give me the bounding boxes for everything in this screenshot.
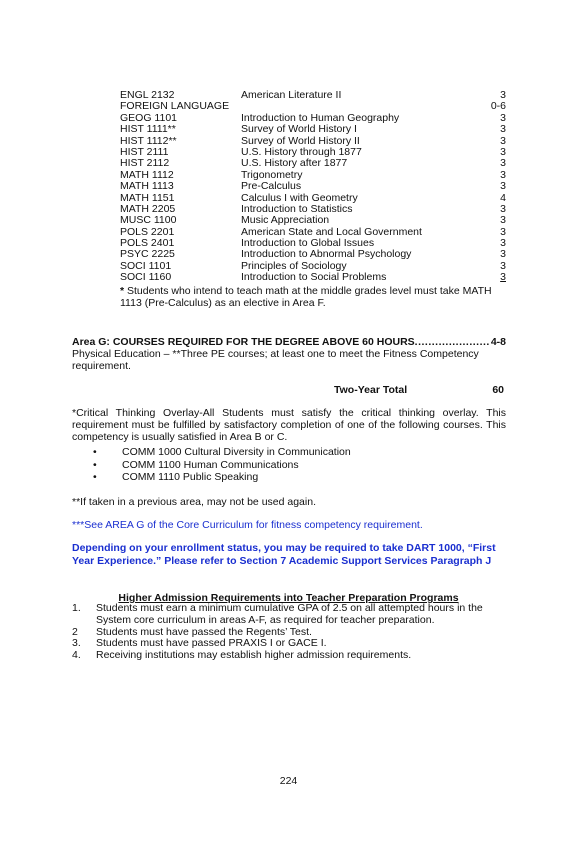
course-hours: 3 [500, 134, 506, 147]
course-code: POLS 2401 [120, 237, 175, 250]
comm-course-list [93, 446, 351, 484]
course-hours: 3 [500, 123, 506, 136]
course-hours: 3 [500, 271, 506, 284]
course-title: American Literature II [241, 89, 342, 101]
course-code: HIST 1111** [120, 123, 176, 136]
area-g-section [72, 336, 506, 372]
dart-1000-note: Depending on your enrollment status, you may be required to take DART 1000, “First Year Experience.” Please refer to Section 7 Academic Support Services Paragraph J [72, 542, 496, 567]
course-title: Introduction to Social Problems [241, 271, 387, 284]
course-hours: 3 [500, 202, 506, 215]
course-hours: 3 [500, 180, 506, 193]
course-hours: 3 [500, 214, 506, 227]
course-hours: 4 [500, 191, 506, 204]
fitness-competency-note: ***See AREA G of the Core Curriculum for fitness competency requirement. [72, 519, 423, 531]
item-number: 2 [72, 625, 78, 638]
course-hours: 3 [500, 237, 506, 250]
list-item: • COMM 1100 Human Communications [93, 459, 351, 472]
area-g-hours: 4-8 [490, 336, 506, 348]
course-hours: 3 [500, 248, 506, 261]
course-list [120, 90, 506, 309]
item-number: 4. [72, 649, 81, 662]
course-code: MATH 1112 [120, 168, 174, 181]
course-code: HIST 2111 [120, 145, 169, 158]
course-title: Principles of Sociology [241, 259, 347, 272]
course-title: Music Appreciation [241, 214, 330, 227]
course-title: American State and Local Government [241, 225, 422, 238]
note-text: Students who intend to teach math at the middle grades level must take MATH 1113 (Pre-Calculus) as an elective in Area F. [120, 284, 492, 309]
item-number: 3. [72, 637, 81, 650]
course-title: Introduction to Statistics [241, 202, 353, 215]
admission-requirements-list [72, 603, 506, 662]
course-code: SOCI 1160 [120, 271, 172, 284]
course-hours: 3 [500, 145, 506, 158]
course-code: GEOG 1101 [120, 111, 178, 124]
two-year-total-value: 60 [492, 384, 504, 396]
course-code: HIST 1112** [120, 134, 177, 147]
list-item: • COMM 1000 Cultural Diversity in Communication [93, 446, 351, 459]
course-row [120, 158, 506, 169]
course-title: Introduction to Human Geography [241, 111, 400, 124]
course-code: MATH 2205 [120, 202, 176, 215]
two-year-total-label: Two-Year Total [334, 384, 408, 396]
area-g-heading [72, 336, 506, 348]
list-item: • COMM 1110 Public Speaking [93, 471, 351, 484]
course-hours: 3 [500, 259, 506, 272]
item-number: 1. [72, 602, 81, 614]
course-row [120, 272, 506, 283]
course-code: SOCI 1101 [120, 259, 172, 272]
course-row [120, 170, 506, 181]
previous-area-note: **If taken in a previous area, may not be used again. [72, 496, 316, 508]
course-code: HIST 2112 [120, 157, 170, 170]
note-asterisk: * [120, 284, 125, 297]
math-elective-note [120, 285, 506, 309]
course-title: Introduction to Global Issues [241, 237, 375, 250]
area-g-dot-leader: ...................... [414, 336, 490, 348]
course-row [120, 215, 506, 226]
course-title: Pre-Calculus [241, 180, 302, 193]
course-code: MATH 1113 [120, 180, 174, 193]
course-title: U.S. History after 1877 [241, 157, 348, 170]
course-hours: 0-6 [490, 100, 506, 113]
page-number: 224 [279, 775, 298, 787]
item-text: Receiving institutions may establish higher admission requirements. [96, 649, 412, 662]
course-hours: 3 [500, 111, 506, 124]
item-text: Students must have passed the Regents’ Test. [96, 625, 312, 638]
course-title: Trigonometry [241, 168, 303, 181]
course-code: MUSC 1100 [120, 214, 177, 227]
course-row [120, 124, 506, 135]
course-hours: 3 [500, 157, 506, 170]
course-code: MATH 1151 [120, 191, 175, 204]
item-text: Students must have passed PRAXIS I or GACE I. [96, 637, 327, 650]
course-code: FOREIGN LANGUAGE [120, 100, 230, 113]
course-hours: 3 [500, 89, 506, 101]
course-code: ENGL 2132 [120, 89, 175, 101]
course-title: Introduction to Abnormal Psychology [241, 248, 412, 261]
course-title: Calculus I with Geometry [241, 191, 358, 204]
critical-thinking-note: *Critical Thinking Overlay-All Students must satisfy the critical thinking overlay. This requirement must be fulfilled by satisfactory completion of one of the following courses. This competency is usually satisfied in Area B or C. [72, 407, 506, 443]
course-hours: 3 [500, 168, 506, 181]
item-text: Students must earn a minimum cumulative GPA of 2.5 on all attempted hours in the System core curriculum in areas A-F, as required for teacher preparation. [96, 602, 483, 626]
course-row [120, 181, 506, 192]
course-hours: 3 [500, 225, 506, 238]
area-g-description: Physical Education – **Three PE courses; at least one to meet the Fitness Competency requirement. [72, 348, 479, 372]
course-title: U.S. History through 1877 [241, 145, 362, 158]
list-item [72, 650, 506, 662]
list-item [72, 603, 506, 627]
admission-requirements-title: Higher Admission Requirements into Teacher Preparation Programs [118, 592, 459, 604]
area-g-heading-text: Area G: COURSES REQUIRED FOR THE DEGREE ABOVE 60 HOURS [72, 336, 415, 348]
course-code: PSYC 2225 [120, 248, 175, 261]
course-code: POLS 2201 [120, 225, 175, 238]
course-title: Survey of World History I [241, 123, 357, 136]
course-title: Survey of World History II [241, 134, 360, 147]
